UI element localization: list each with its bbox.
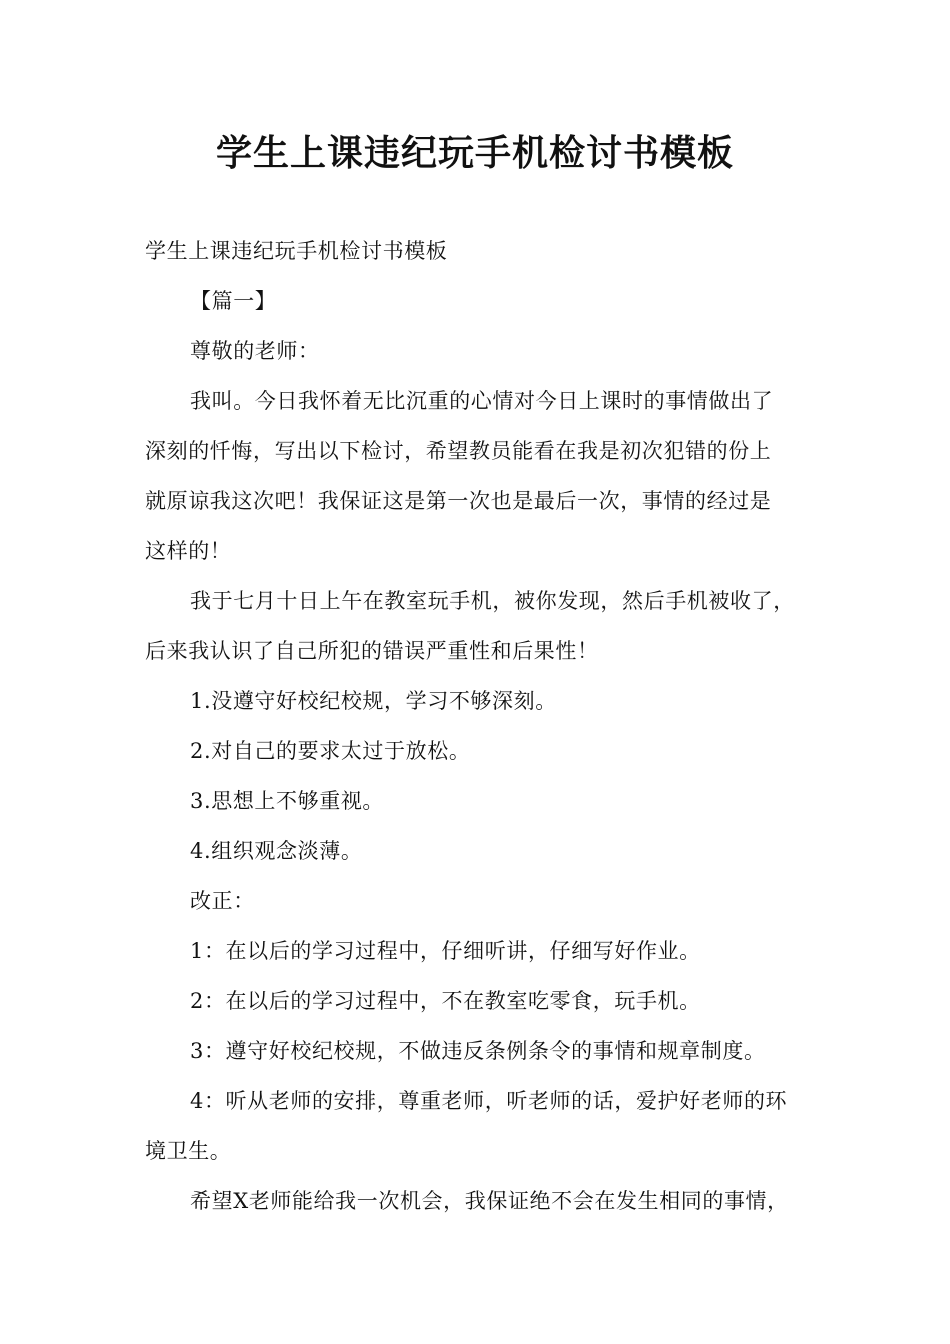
- list-item: 2：在以后的学习过程中，不在教室吃零食，玩手机。: [190, 989, 701, 1013]
- list-item: 1.没遵守好校纪校规，学习不够深刻。: [190, 689, 557, 713]
- paragraph-line: 我于七月十日上午在教室玩手机，被你发现，然后手机被收了，: [190, 589, 795, 613]
- list-item: 2.对自己的要求太过于放松。: [190, 739, 471, 763]
- subtitle-line: 学生上课违纪玩手机检讨书模板: [145, 239, 448, 263]
- document-title: 学生上课违纪玩手机检讨书模板: [215, 133, 734, 174]
- list-item: 3：遵守好校纪校规，不做违反条例条令的事情和规章制度。: [190, 1039, 766, 1063]
- paragraph-line: 境卫生。: [145, 1139, 232, 1163]
- section-heading: 【篇一】: [190, 289, 277, 313]
- list-item: 1：在以后的学习过程中，仔细听讲，仔细写好作业。: [190, 939, 701, 963]
- list-item: 3.思想上不够重视。: [190, 789, 385, 813]
- section-label: 改正：: [190, 889, 255, 913]
- paragraph-line: 后来我认识了自己所犯的错误严重性和后果性！: [145, 639, 599, 663]
- list-item: 4：听从老师的安排，尊重老师，听老师的话，爱护好老师的环: [190, 1089, 788, 1113]
- paragraph-line: 就原谅我这次吧！我保证这是第一次也是最后一次，事情的经过是: [145, 489, 772, 513]
- list-item: 4.组织观念淡薄。: [190, 839, 363, 863]
- paragraph-line: 深刻的忏悔，写出以下检讨，希望教员能看在我是初次犯错的份上: [145, 439, 772, 463]
- document-body: [145, 226, 810, 1226]
- paragraph-line: 这样的！: [145, 539, 232, 563]
- salutation: 尊敬的老师：: [190, 339, 320, 363]
- paragraph-line: 我叫。今日我怀着无比沉重的心情对今日上课时的事情做出了: [190, 389, 774, 413]
- paragraph-line: 希望X老师能给我一次机会，我保证绝不会在发生相同的事情，: [190, 1189, 789, 1213]
